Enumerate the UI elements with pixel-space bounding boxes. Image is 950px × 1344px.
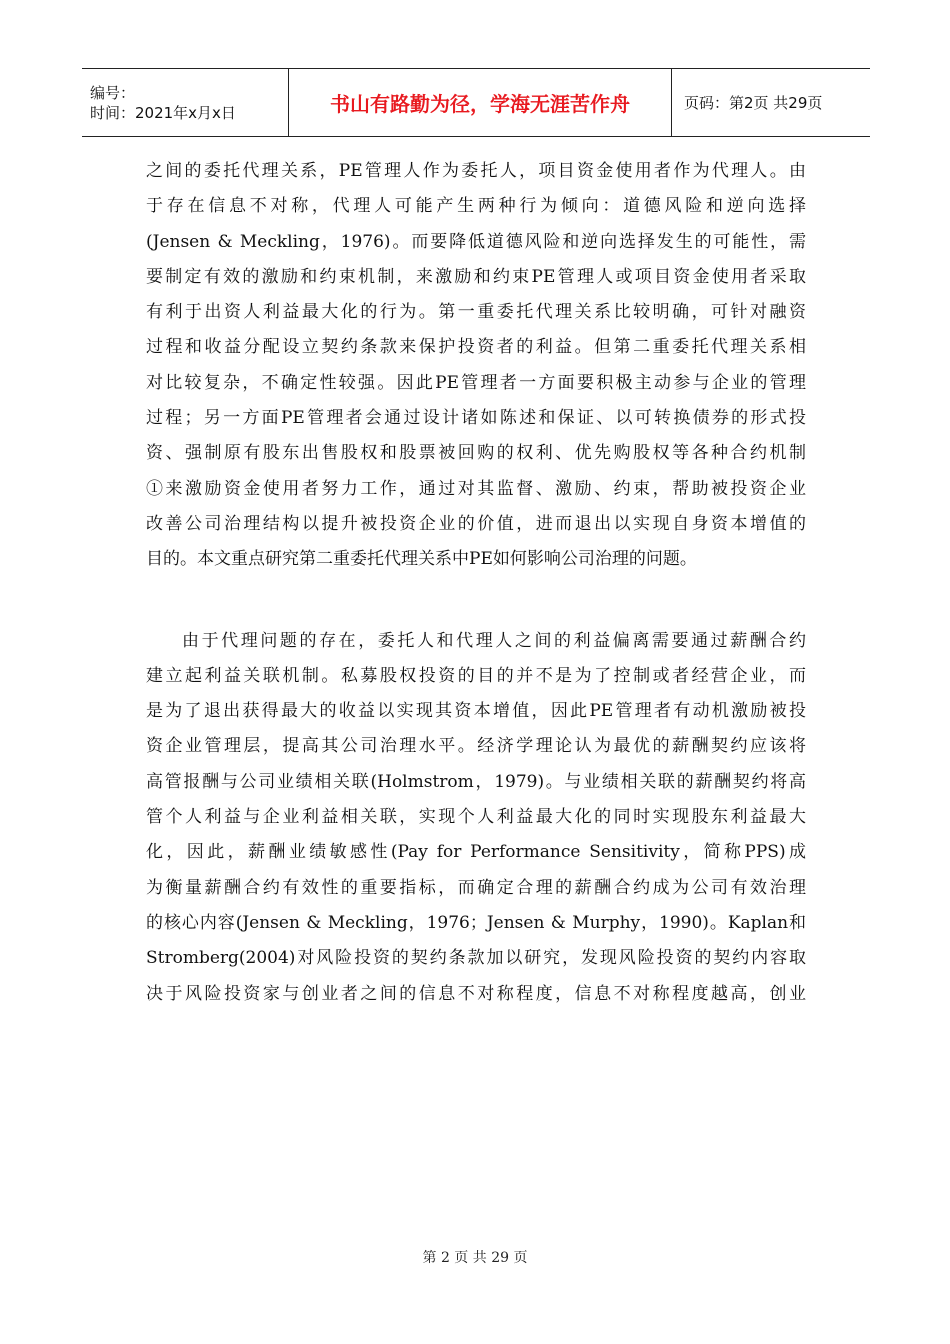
text-line: 过程；另一方面PE管理者会通过设计诸如陈述和保证、以可转换债券的形式投 — [146, 408, 806, 429]
text-line: 改善公司治理结构以提升被投资企业的价值，进而退出以实现自身资本增值的 — [146, 513, 806, 534]
text-line: 管个人利益与企业利益相关联，实现个人利益最大化的同时实现股东利益最大 — [146, 807, 806, 828]
document-number-label: 编号： — [90, 83, 136, 102]
text-line: Stromberg(2004)对风险投资的契约条款加以研究，发现风险投资的契约内容取 — [146, 948, 806, 969]
header-page-info: 页码：第2页 共29页 — [672, 69, 871, 137]
paragraph-1 — [146, 154, 806, 578]
document-time-label: 时间：2021年x月x日 — [90, 103, 236, 122]
text-line: 之间的委托代理关系，PE管理人作为委托人，项目资金使用者作为代理人。由 — [146, 161, 806, 181]
document-body — [146, 154, 806, 1012]
text-line: 为衡量薪酬合约有效性的重要指标，而确定合理的薪酬合约成为公司有效治理 — [146, 877, 806, 898]
text-line: 要制定有效的激励和约束机制，来激励和约束PE管理人或项目资金使用者采取 — [146, 266, 806, 287]
text-line: 于存在信息不对称，代理人可能产生两种行为倾向：道德风险和逆向选择 — [146, 196, 806, 217]
text-line: 决于风险投资家与创业者之间的信息不对称程度，信息不对称程度越高，创业 — [146, 983, 806, 1004]
text-line: 对比较复杂，不确定性较强。因此PE管理者一方面要积极主动参与企业的管理 — [146, 372, 806, 393]
text-line: 资、强制原有股东出售股权和股票被回购的权利、优先购股权等各种合约机制 — [146, 443, 806, 464]
text-line: 目的。本文重点研究第二重委托代理关系中PE如何影响公司治理的问题。 — [146, 549, 697, 570]
text-line: 资企业管理层，提高其公司治理水平。经济学理论认为最优的薪酬契约应该将 — [146, 736, 806, 757]
paragraph-2 — [146, 624, 806, 1012]
text-line: 由于代理问题的存在，委托人和代理人之间的利益偏离需要通过薪酬合约 — [182, 630, 806, 651]
text-line: 过程和收益分配设立契约条款来保护投资者的利益。但第二重委托代理关系相 — [146, 337, 806, 358]
text-line: 是为了退出获得最大的收益以实现其资本增值，因此PE管理者有动机激励被投 — [146, 701, 806, 722]
text-line: 建立起利益关联机制。私募股权投资的目的并不是为了控制或者经营企业，而 — [146, 665, 806, 686]
header-motto: 书山有路勤为径，学海无涯苦作舟 — [289, 69, 672, 137]
text-line: 高管报酬与公司业绩相关联(Holmstrom，1979)。与业绩相关联的薪酬契约将高 — [146, 771, 806, 792]
text-line: 的核心内容(Jensen & Meckling，1976；Jensen & Murphy，1990)。Kaplan和 — [146, 912, 806, 933]
text-line: 化，因此，薪酬业绩敏感性(Pay for Performance Sensitivity，简称PPS)成 — [146, 842, 806, 863]
page-footer: 第 2 页 共 29 页 — [422, 1250, 528, 1266]
paragraph-gap — [146, 578, 806, 624]
header-meta-cell — [82, 69, 289, 137]
text-line: 有利于出资人利益最大化的行为。第一重委托代理关系比较明确，可针对融资 — [146, 302, 806, 323]
document-header — [82, 68, 870, 137]
text-line: ①来激励资金使用者努力工作，通过对其监督、激励、约束，帮助被投资企业 — [146, 478, 806, 499]
text-line: (Jensen & Meckling，1976)。而要降低道德风险和逆向选择发生的可能性，需 — [146, 231, 806, 252]
